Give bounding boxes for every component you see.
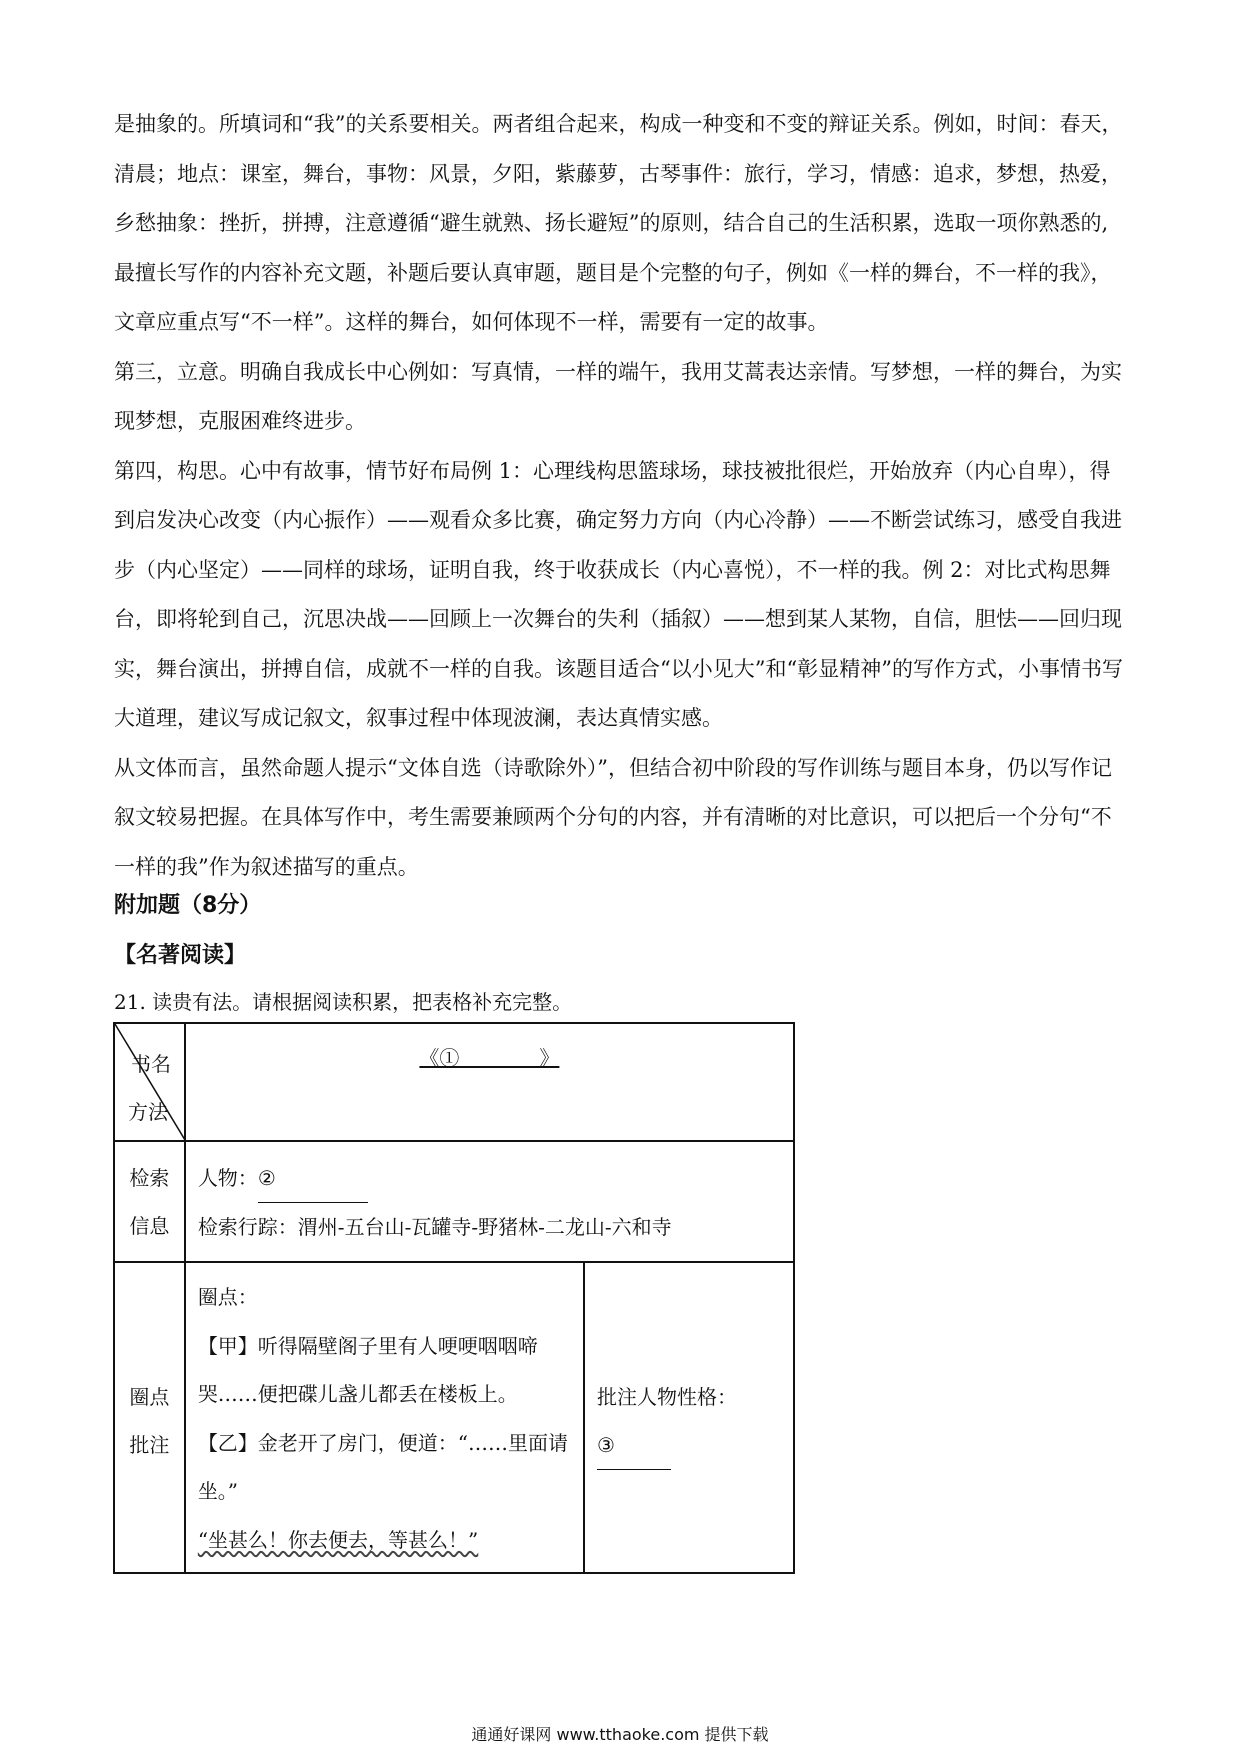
annotation-label: 圈点 批注 <box>114 1262 185 1573</box>
wavy-quote: “坐甚么！你去便去，等甚么！” <box>197 1527 479 1552</box>
search-info-cell <box>185 1141 794 1262</box>
table-row <box>114 1023 794 1141</box>
character-line: 人物：② <box>198 1154 781 1203</box>
excerpt-jia: 【甲】听得隔壁阁子里有人哽哽咽咽啼哭……便把碟儿盏儿都丢在楼板上。 <box>197 1333 538 1406</box>
trait-blank: ③ <box>597 1421 671 1470</box>
table-row <box>114 1141 794 1262</box>
excerpt-yi: 【乙】金老开了房门，便道：“……里面请坐。” <box>197 1430 569 1503</box>
question-21: 21. 读贵有法。请根据阅读积累，把表格补充完整。 <box>114 990 573 1014</box>
paragraph: 第四，构思。心中有故事，情节好布局例 1：心理线构思篮球场，球技被批很烂，开始放弃（内心自卑），得到启发决心改变（内心振作）——观看众多比赛，确定努力方向（内心冷静）——不断尝试练习，感受自我进步（内心坚定）——同样的球场，证明自我，终于收获成长（内心喜悦），不一样的我。例 2：对比式构思舞台，即将轮到自己，沉思决战——回顾上一次舞台的失利（插叙）——想到某人某物，自信，胆怯——回归现实，舞台演出，拼搏自信，成就不一样的自我。该题目适合“以小见大”和“彰显精神”的写作方式，小事情书写大道理，建议写成记叙文，叙事过程中体现波澜，表达真情实感。 <box>114 458 1123 730</box>
body-text <box>114 100 1124 892</box>
table-row <box>114 1262 794 1573</box>
reading-section-heading: 【名著阅读】 <box>114 943 247 968</box>
circle-points-cell <box>185 1262 584 1573</box>
body-paragraphs <box>114 100 1124 892</box>
bonus-section-heading: 附加题（8分） <box>114 893 262 918</box>
annotate-trait-label: 批注人物性格： <box>597 1385 737 1409</box>
header-book: 书名 <box>131 1052 171 1076</box>
reading-table <box>113 1022 795 1574</box>
paragraph: 是抽象的。所填词和“我”的关系要相关。两者组合起来，构成一种变和不变的辩证关系。例如，时间：春天，清晨；地点：课室，舞台，事物：风景，夕阳，紫藤萝，古琴事件：旅行，学习，情感：追求，梦想，热爱，乡愁抽象：挫折，拼搏，注意遵循“避生就熟、扬长避短”的原则，结合自己的生活积累，选取一项你熟悉的,最擅长写作的内容补充文题，补题后要认真审题，题目是个完整的句子，例如《一样的舞台，不一样的我》，文章应重点写“不一样”。这样的舞台，如何体现不一样，需要有一定的故事。 <box>114 112 1123 334</box>
search-info-label: 检索 信息 <box>114 1141 185 1262</box>
header-method: 方法 <box>128 1100 168 1124</box>
book-title-blank: 《① 》 <box>419 1046 560 1070</box>
circle-label: 圈点： <box>197 1285 258 1309</box>
paragraph: 从文体而言，虽然命题人提示“文体自选（诗歌除外）”，但结合初中阶段的写作训练与题目本身，仍以写作记叙文较易把握。在具体写作中，考生需要兼顾两个分句的内容，并有清晰的对比意识，可以把后一个分句“不一样的我”作为叙述描写的重点。 <box>114 755 1112 879</box>
annotation-cell <box>584 1262 794 1573</box>
diagonal-header <box>115 1024 184 1140</box>
footer: 通通好课网 www.tthaoke.com 提供下载 <box>471 1725 769 1744</box>
book-title-cell <box>185 1023 794 1141</box>
route-line: 检索行踪：渭州-五台山-瓦罐寺-野猪林-二龙山-六和寺 <box>197 1215 672 1239</box>
diagonal-header-cell <box>114 1023 185 1141</box>
character-blank: ② <box>258 1154 368 1203</box>
paragraph: 第三，立意。明确自我成长中心例如：写真情，一样的端午，我用艾蒿表达亲情。写梦想，一样的舞台，为实现梦想，克服困难终进步。 <box>114 359 1122 433</box>
